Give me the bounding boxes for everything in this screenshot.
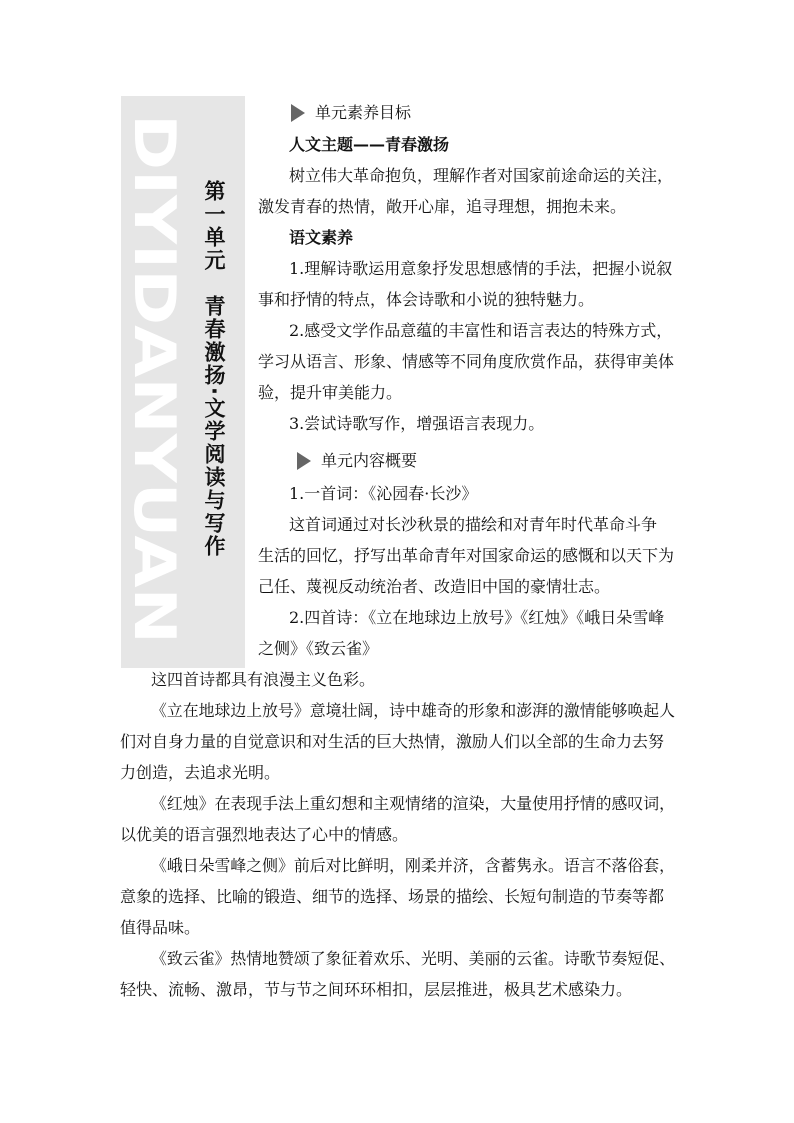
watermark-text: DIYIDANYUAN bbox=[121, 114, 187, 562]
fanghao-line-3: 力创造，去追求光明。 bbox=[120, 763, 281, 782]
hongzhu-line-2: 以优美的语言强烈地表达了心中的情感。 bbox=[120, 825, 409, 844]
play-triangle-icon bbox=[297, 452, 311, 470]
item1-line-1: 1.理解诗歌运用意象抒发思想感情的手法，把握小说叙 bbox=[289, 259, 673, 278]
play-triangle-icon bbox=[291, 104, 305, 122]
fanghao-line-1: 《立在地球边上放号》意境壮阔，诗中雄奇的形象和澎湃的激情能够唤起人 bbox=[151, 701, 676, 720]
fanghao-line-2: 们对自身力量的自觉意识和对生活的巨大热情，激励人们以全部的生命力去努 bbox=[120, 732, 665, 751]
theme-heading: 人文主题——青春激扬 bbox=[289, 135, 450, 154]
eduo-line-1: 《峨日朵雪峰之侧》前后对比鲜明，刚柔并济，含蓄隽永。语言不落俗套， bbox=[151, 856, 676, 875]
lit-heading: 语文素养 bbox=[289, 228, 354, 247]
item2-line-3: 验，提升审美能力。 bbox=[258, 383, 403, 402]
hongzhu-line-1: 《红烛》在表现手法上重幻想和主观情绪的渲染，大量使用抒情的感叹词， bbox=[151, 794, 676, 813]
item3: 3.尝试诗歌写作，增强语言表现力。 bbox=[289, 414, 545, 433]
poems-intro: 这四首诗都具有浪漫主义色彩。 bbox=[151, 670, 376, 689]
yunque-line-1: 《致云雀》热情地赞颂了象征着欢乐、光明、美丽的云雀。诗歌节奏短促、 bbox=[151, 949, 676, 968]
eduo-line-3: 值得品味。 bbox=[120, 918, 201, 937]
goals-heading bbox=[291, 103, 411, 123]
ci-line-1: 这首词通过对长沙秋景的描绘和对青年时代革命斗争 bbox=[289, 515, 658, 534]
item2-line-1: 2.感受文学作品意蕴的丰富性和语言表达的特殊方式， bbox=[289, 321, 673, 340]
overview-heading-text: 单元内容概要 bbox=[321, 451, 418, 470]
overview-heading bbox=[297, 451, 417, 471]
ci-title: 1.一首词：《沁园春·长沙》 bbox=[289, 484, 478, 503]
ci-line-2: 生活的回忆，抒写出革命青年对国家命运的感慨和以天下为 bbox=[258, 546, 675, 565]
unit-title: 第一单元 青春激扬·文学阅读与写作 bbox=[202, 180, 226, 558]
item2-line-2: 学习从语言、形象、情感等不同角度欣赏作品，获得审美体 bbox=[258, 352, 675, 371]
poems-title-line-1: 2.四首诗：《立在地球边上放号》《红烛》《峨日朵雪峰 bbox=[289, 608, 665, 627]
goals-heading-text: 单元素养目标 bbox=[315, 103, 412, 122]
theme-line-2: 激发青春的热情，敞开心扉，追寻理想，拥抱未来。 bbox=[258, 197, 627, 216]
eduo-line-2: 意象的选择、比喻的锻造、细节的选择、场景的描绘、长短句制造的节奏等都 bbox=[120, 887, 665, 906]
poems-title-line-2: 之侧》《致云雀》 bbox=[258, 639, 379, 658]
item1-line-2: 事和抒情的特点，体会诗歌和小说的独特魅力。 bbox=[258, 290, 595, 309]
yunque-line-2: 轻快、流畅、激昂，节与节之间环环相扣，层层推进，极具艺术感染力。 bbox=[120, 980, 633, 999]
ci-line-3: 己任、蔑视反动统治者、改造旧中国的豪情壮志。 bbox=[258, 577, 611, 596]
theme-line-1: 树立伟大革命抱负，理解作者对国家前途命运的关注， bbox=[289, 166, 674, 185]
